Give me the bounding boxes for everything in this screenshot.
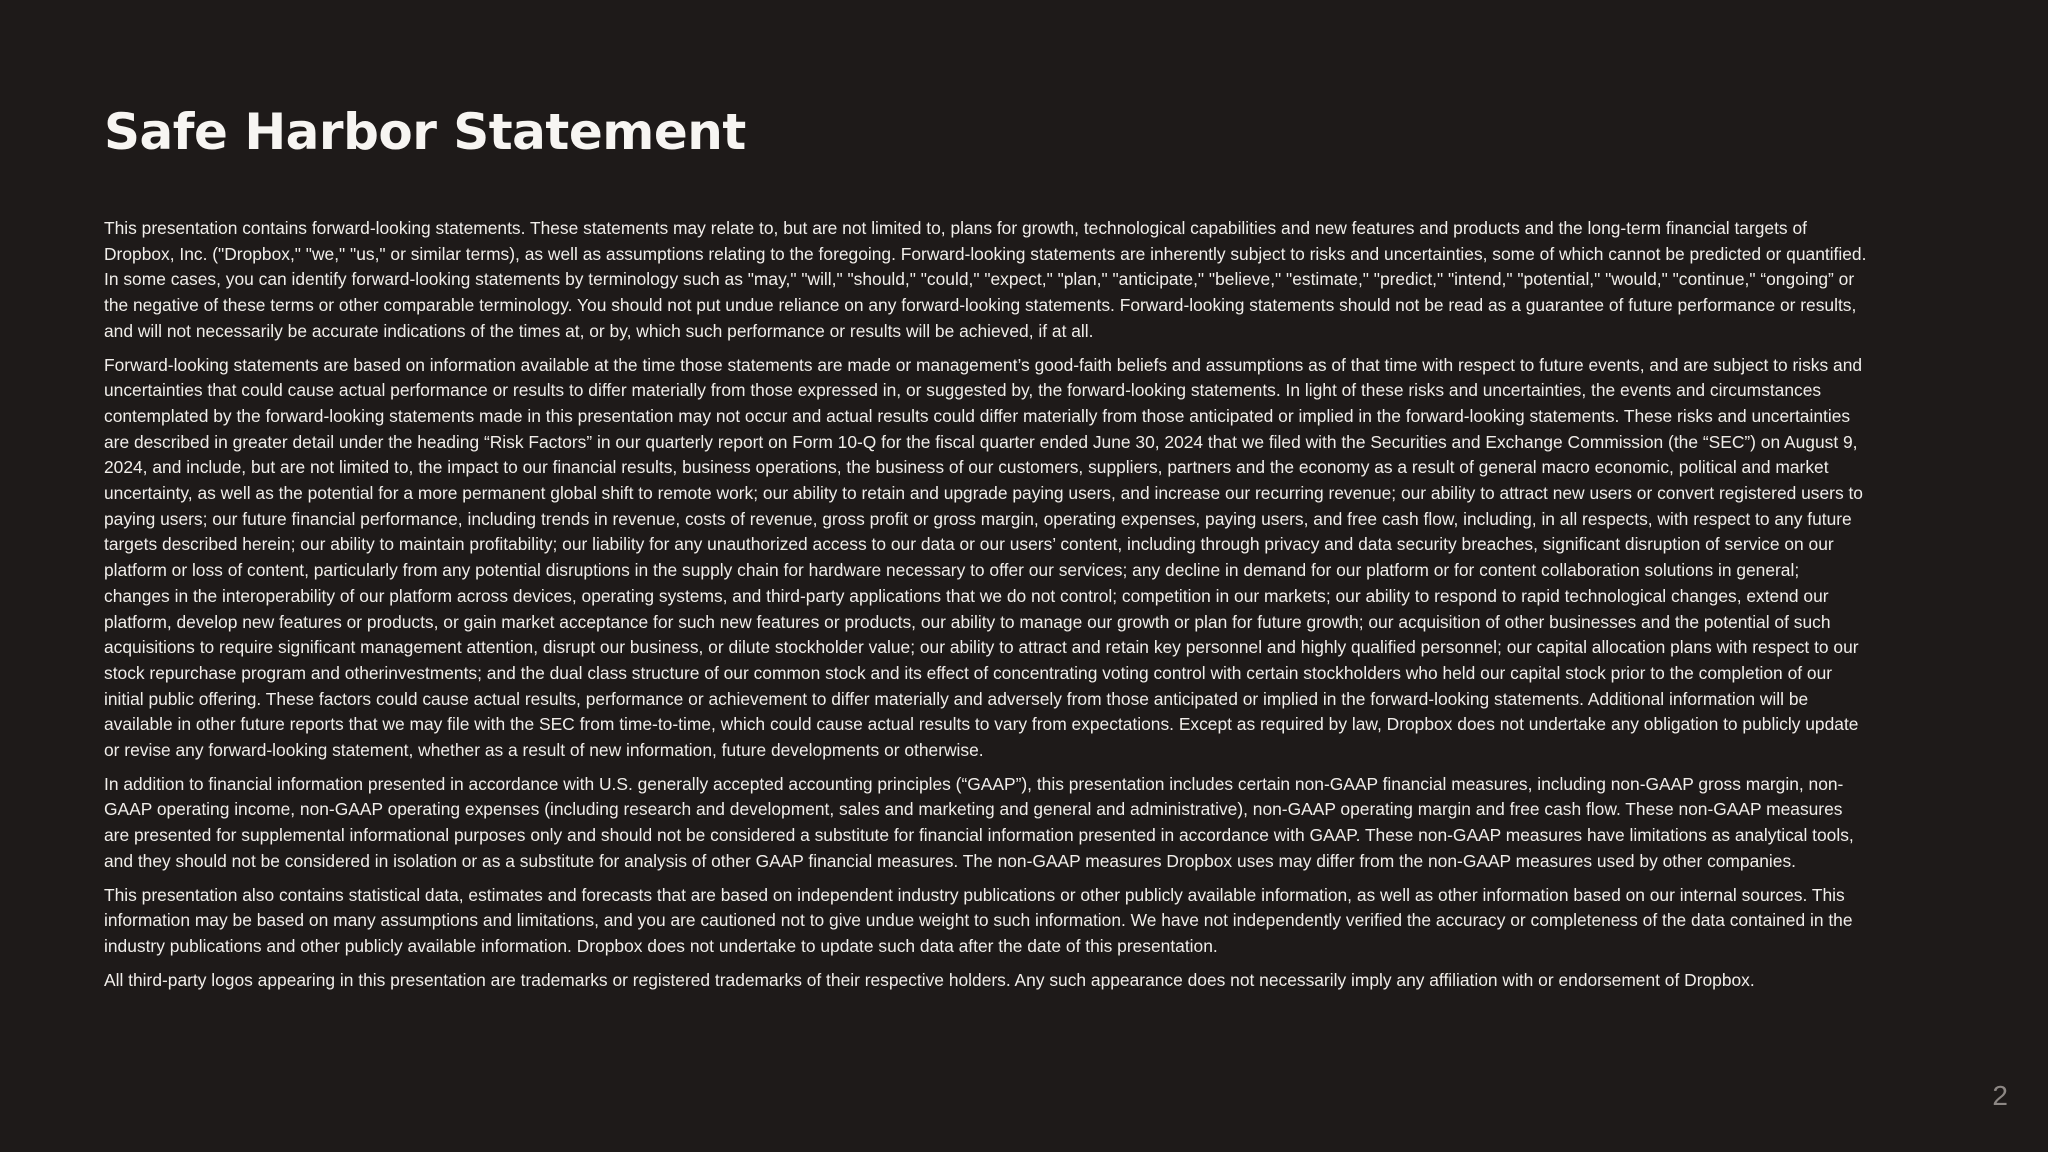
slide-title: Safe Harbor Statement [104, 103, 746, 161]
safe-harbor-body [104, 216, 1869, 1001]
paragraph-trademarks: All third-party logos appearing in this presentation are trademarks or registered trademarks of their respective holders. Any such appearance does not necessarily imply any affiliation with or endorsement of Dropbox. [104, 969, 1755, 990]
page-number: 2 [1992, 1080, 2008, 1111]
paragraph-risks: Forward-looking statements are based on information available at the time those statements are made or management’s good-faith beliefs and assumptions as of that time with respect to future events, and are subject to risks and uncertainties that could cause actual performance or results to differ materially from those expressed in, or suggested by, the forward-looking statements. In light of these risks and uncertainties, the events and circumstances contemplated by the forward-looking statements made in this presentation may not occur and actual results could differ materially from those anticipated or implied in the forward-looking statements. These risks and uncertainties are described in greater detail under the heading “Risk Factors” in our quarterly report on Form 10-Q for the fiscal quarter ended June 30, 2024 that we filed with the Securities and Exchange Commission (the “SEC”) on August 9, 2024, and include, but are not limited to, the impact to our financial results, business operations, the business of our customers, suppliers, partners and the economy as a result of general macro economic, political and market uncertainty, as well as the potential for a more permanent global shift to remote work; our ability to retain and upgrade paying users, and increase our recurring revenue; our ability to attract new users or convert registered users to paying users; our future financial performance, including trends in revenue, costs of revenue, gross profit or gross margin, operating expenses, paying users, and free cash flow, including, in all respects, with respect to any future targets described herein; our ability to maintain profitability; our liability for any unauthorized access to our data or our users’ content, including through privacy and data security breaches, significant disruption of service on our platform or loss of content, particularly from any potential disruptions in the supply chain for hardware necessary to offer our services; any decline in demand for our platform or for content collaboration solutions in general; changes in the interoperability of our platform across devices, operating systems, and third-party applications that we do not control; competition in our markets; our ability to respond to rapid technological changes, extend our platform, develop new features or products, or gain market acceptance for such new features or products, our ability to manage our growth or plan for future growth; our acquisition of other businesses and the potential of such acquisitions to require significant management attention, disrupt our business, or dilute stockholder value; our ability to attract and retain key personnel and highly qualified personnel; our capital allocation plans with respect to our stock repurchase program and otherinvestments; and the dual class structure of our common stock and its effect of concentrating voting control with certain stockholders who held our capital stock prior to the completion of our initial public offering. These factors could cause actual results, performance or achievement to differ materially and adversely from those anticipated or implied in the forward-looking statements. Additional information will be available in other future reports that we may file with the SEC from time-to-time, which could cause actual results to vary from expectations. Except as required by law, Dropbox does not undertake any obligation to publicly update or revise any forward-looking statement, whether as a result of new information, future developments or otherwise. [104, 354, 1863, 761]
paragraph-statistical-data: This presentation also contains statistical data, estimates and forecasts that are based on independent industry publications or other publicly available information, as well as other information based on our internal sources. This information may be based on many assumptions and limitations, and you are cautioned not to give undue weight to such information. We have not independently verified the accuracy or completeness of the data contained in the industry publications and other publicly available information. Dropbox does not undertake to update such data after the date of this presentation. [104, 884, 1853, 956]
paragraph-forward-looking: This presentation contains forward-looking statements. These statements may relate to, but are not limited to, plans for growth, technological capabilities and new features and products and the long-term financial targets of Dropbox, Inc. ("Dropbox," "we," "us," or similar terms), as well as assumptions relating to the foregoing. Forward-looking statements are inherently subject to risks and uncertainties, some of which cannot be predicted or quantified. In some cases, you can identify forward-looking statements by terminology such as "may," "will," "should," "could," "expect," "plan," "anticipate," "believe," "estimate," "predict," "intend," "potential," "would," "continue," “ongoing” or the negative of these terms or other comparable terminology. You should not put undue reliance on any forward-looking statements. Forward-looking statements should not be read as a guarantee of future performance or results, and will not necessarily be accurate indications of the times at, or by, which such performance or results will be achieved, if at all. [104, 218, 1867, 341]
paragraph-non-gaap: In addition to financial information presented in accordance with U.S. generally accepted accounting principles (“GAAP”), this presentation includes certain non-GAAP financial measures, including non-GAAP gross margin, non-GAAP operating income, non-GAAP operating expenses (including research and development, sales and marketing and general and administrative), non-GAAP operating margin and free cash flow. These non-GAAP measures are presented for supplemental informational purposes only and should not be considered a substitute for financial information presented in accordance with GAAP. These non-GAAP measures have limitations as analytical tools, and they should not be considered in isolation or as a substitute for analysis of other GAAP financial measures. The non-GAAP measures Dropbox uses may differ from the non-GAAP measures used by other companies. [104, 773, 1854, 871]
